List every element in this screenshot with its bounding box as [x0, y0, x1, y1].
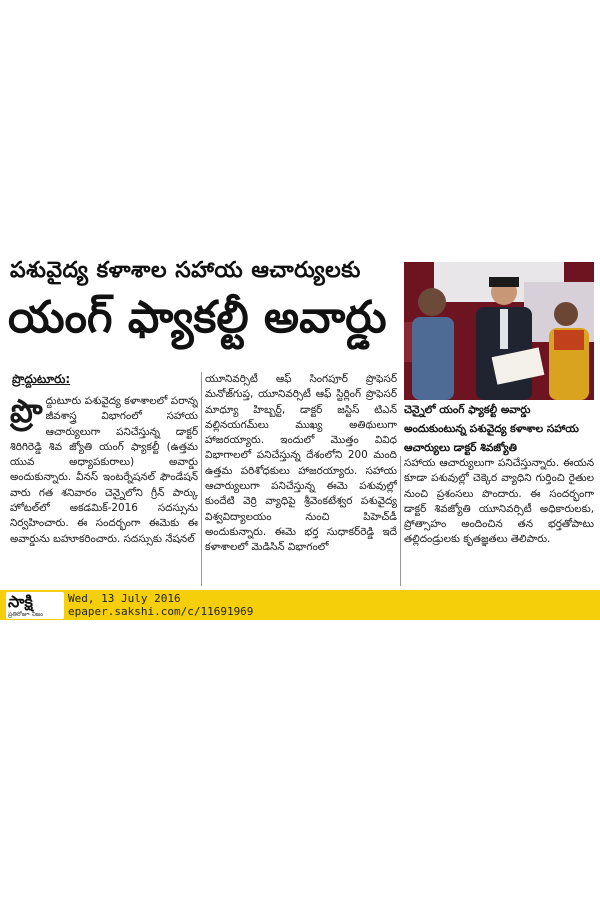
column-divider	[400, 456, 401, 586]
column-divider	[201, 372, 202, 586]
article-column-3	[404, 456, 594, 576]
logo-tagline: ప్రతిరోజూ నిజం	[8, 611, 44, 618]
article-kicker: పశువైద్య కళాశాల సహాయ ఆచార్యులకు	[10, 258, 361, 283]
logo-text: సాక్షి	[8, 592, 33, 611]
award-photo	[404, 262, 594, 400]
article-column-1	[10, 394, 198, 572]
column-1-text: ద్దుటూరు పశువైద్య కళాశాలలో పరాన్న జీవశాస్త్ర విభాగంలో సహాయ ఆచార్యులుగా పనిచేస్తున్న డాక్టర్ శిరిగిరెడ్డి శివ జ్యోతి యంగ్ ఫ్యాకల్టీ (ఉత్తమ యువ అధ్యాపకురాలు) అవార్డు అందుకున్నారు. వీనస్ ఇంటర్నేషనల్ ఫౌండేషన్ వారు గత శనివారం చెన్నైలోని గ్రీన్ పార్కు హోటల్‌లో అకడమిక్-2016 సదస్సును నిర్వహించారు. ఈ సందర్భంగా ఈమెకు ఈ అవార్డును బహూకరించారు. సదస్సుకు నేషనల్	[10, 395, 198, 545]
edition-date: Wed, 13 July 2016	[68, 592, 181, 605]
photo-caption: చెన్నైలో యంగ్ ఫ్యాకల్టీ అవార్డు అందుకుంటున్న పశువైద్య కళాశాల సహాయ ఆచార్యులు డాక్టర్ శివజ్యోతి	[404, 404, 579, 454]
article-headline: యంగ్ ఫ్యాకల్టీ అవార్డు	[8, 292, 387, 343]
column-2-text: యూనివర్సిటీ ఆఫ్ సింగపూర్ ప్రొఫెసర్ మనోజ్‌గుప్త, యూనివర్సిటీ ఆఫ్ స్టిర్లింగ్ ప్రొఫెసర్ మాధ్యూ హిబ్బర్ట్, డాక్టర్ జస్టిస్ టిఎన్ వల్లినయగమ్‌లు ముఖ్య అతిథులుగా హాజరయ్యారు. ఇందులో మొత్తం వివిధ విభాగాలలో పనిచేస్తున్న దేశంలోని 200 మంది ఉత్తమ పరిశోధకులు హాజరయ్యారు. సహాయ ఆచార్యులుగా పనిచేస్తున్న ఈమె పశువుల్లో కుందేటి వెర్రి వ్యాధిపై శ్రీవెంకటేశ్వర పశువైద్య విశ్వవిద్యాలయం నుంచి పిహెచ్‌డీ అందుకున్నారు. ఈమె భర్త సుధాకర్‌రెడ్డి ఇదే కళాశాలలో మెడిసిన్ విభాగంలో	[205, 373, 397, 554]
column-3-text: సహాయ ఆచార్యులుగా పనిచేస్తున్నారు. ఈయన కూడా పశువుల్లో చెక్కెర వ్యాధిని గుర్తించి రైతుల నుంచి ప్రశంసలు పొందారు. ఈ సందర్భంగా డాక్టర్ శివజ్యోతి యూనివర్సిటీ అధికారులకు, ప్రోత్సాహం అందించిన తన భర్తతోపాటు తల్లిదండ్రులకు కృతజ్ఞతలు తెలిపారు.	[404, 457, 594, 546]
dateline: ప్రొద్దుటూరు:	[12, 372, 71, 386]
article-column-2	[205, 372, 397, 586]
drop-cap: ప్రొ	[10, 394, 43, 430]
epaper-link[interactable]: epaper.sakshi.com/c/11691969	[68, 605, 254, 618]
